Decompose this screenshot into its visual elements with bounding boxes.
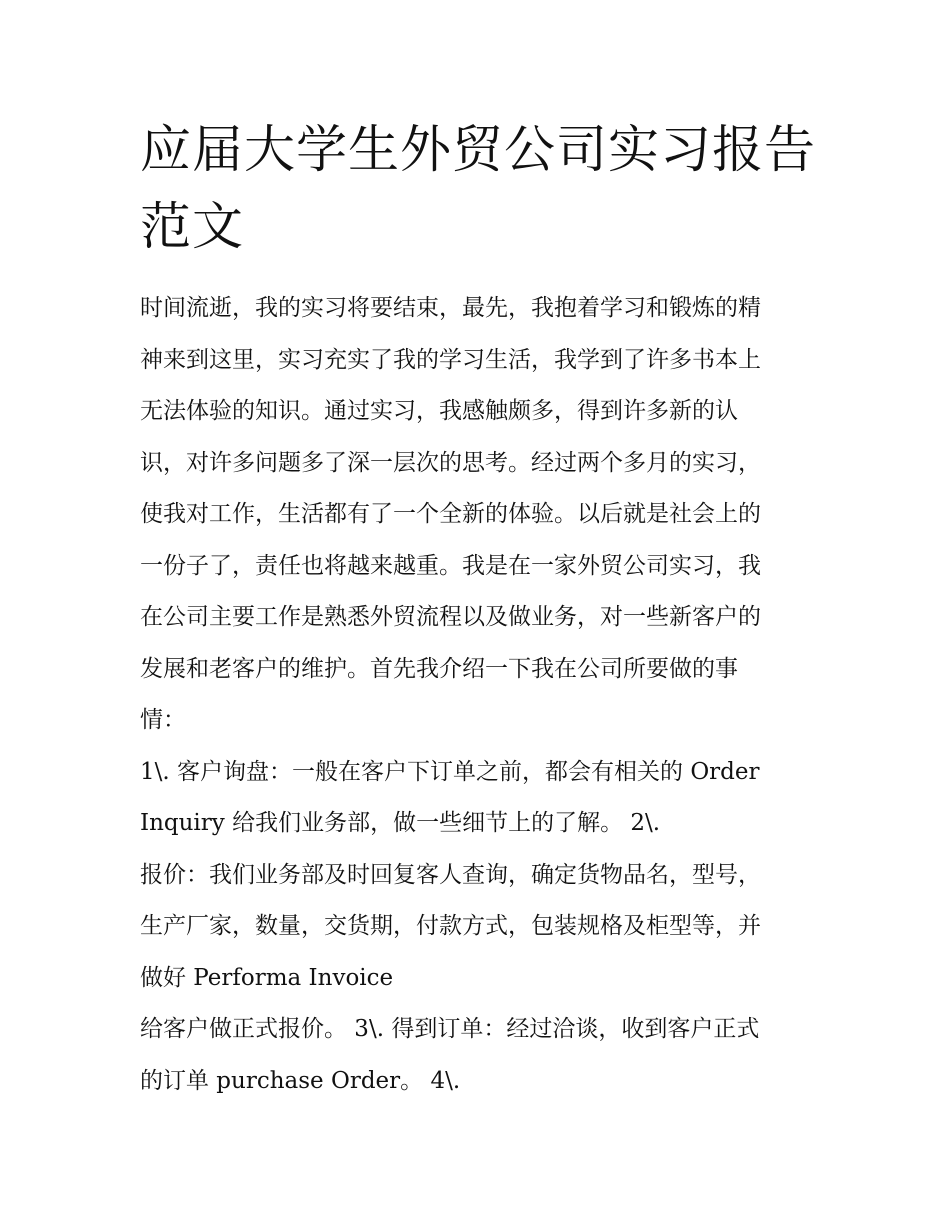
body-line: 无法体验的知识。通过实习，我感触颇多，得到许多新的认: [140, 398, 738, 424]
body-line: 做好 Performa Invoice: [140, 964, 394, 991]
body-line: 使我对工作，生活都有了一个全新的体验。以后就是社会上的: [140, 501, 761, 527]
title-line: 范文: [140, 198, 245, 257]
body-line: 发展和老客户的维护。首先我介绍一下我在公司所要做的事: [140, 655, 738, 682]
body-line: Inquiry 给我们业务部，做一些细节上的了解。 2\.: [140, 810, 661, 836]
body-line: 生产厂家，数量，交货期，付款方式，包装规格及柜型等，并: [140, 913, 761, 939]
body-line: 给客户做正式报价。 3\. 得到订单：经过洽谈，收到客户正式: [140, 1016, 760, 1042]
title-line: 应届大学生外贸公司实习报告: [140, 121, 817, 180]
body-line: 时间流逝，我的实习将要结束，最先，我抱着学习和锻炼的精: [140, 295, 761, 321]
body-line: 1\. 客户询盘：一般在客户下订单之前，都会有相关的 Order: [140, 758, 760, 785]
body-line: 的订单 purchase Order。 4\.: [140, 1067, 461, 1094]
body-line: 报价：我们业务部及时回复客人查询，确定货物品名，型号，: [140, 861, 761, 888]
body-line: 神来到这里，实习充实了我的学习生活，我学到了许多书本上: [140, 346, 761, 373]
document-page: [140, 112, 820, 1107]
body-line: 识，对许多问题多了深一层次的思考。经过两个多月的实习，: [140, 449, 761, 476]
body-line: 情：: [140, 707, 186, 733]
body-line: 一份子了，责任也将越来越重。我是在一家外贸公司实习，我: [140, 552, 761, 579]
body-line: 在公司主要工作是熟悉外贸流程以及做业务，对一些新客户的: [140, 604, 761, 630]
body-text: [140, 283, 820, 1107]
document-title: [140, 112, 820, 266]
